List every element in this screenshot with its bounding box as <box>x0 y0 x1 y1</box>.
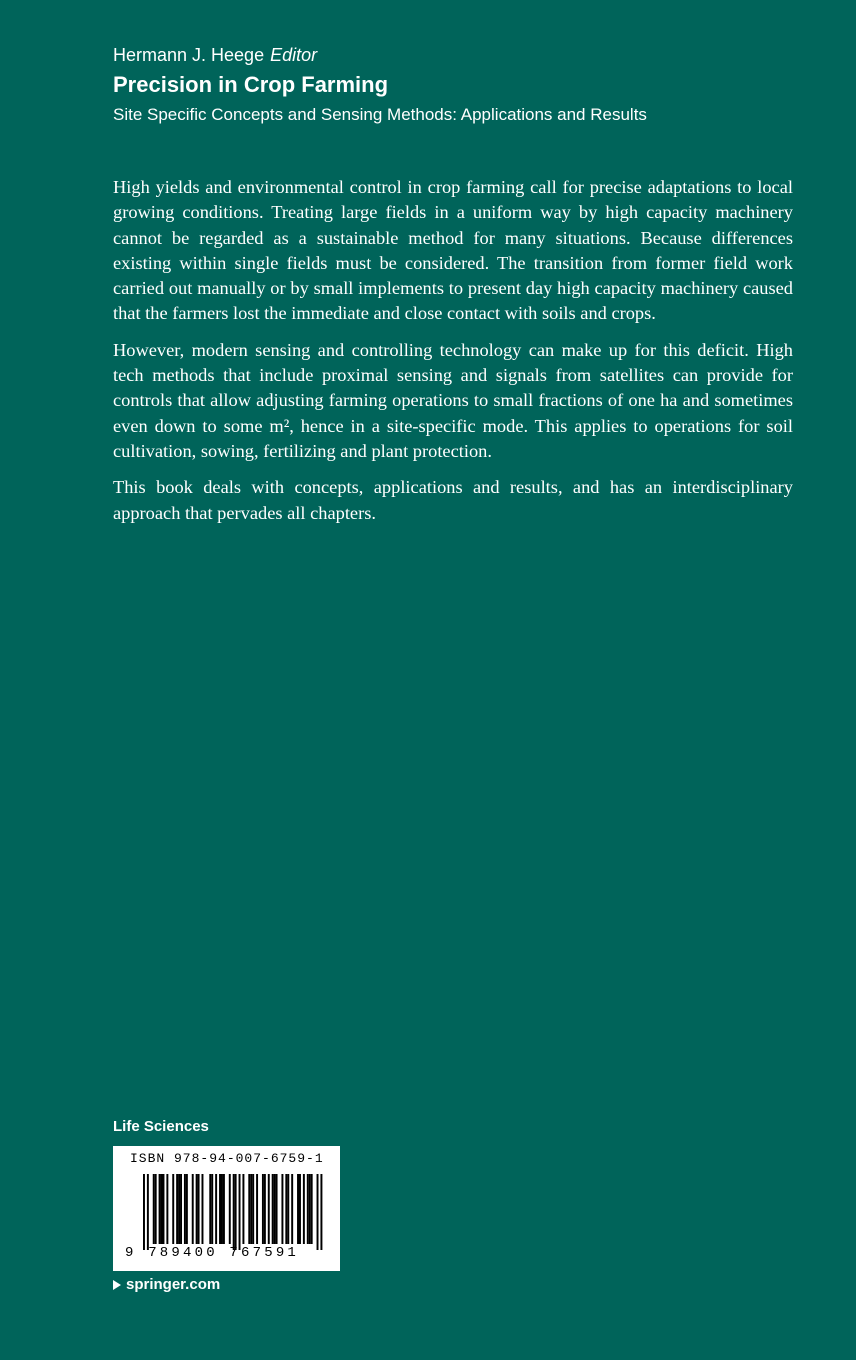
barcode-bar <box>196 1174 198 1244</box>
publisher-link[interactable] <box>113 1276 220 1293</box>
barcode-bar <box>209 1174 211 1244</box>
blurb-paragraph: This book deals with concepts, applications and results, and has an interdisciplinary approach that pervades all chapters. <box>113 477 793 523</box>
book-subtitle: Site Specific Concepts and Sensing Methods: Applications and Results <box>113 105 647 124</box>
publisher-label: springer.com <box>126 1276 221 1293</box>
barcode-bar <box>166 1174 168 1244</box>
blurb-paragraph: However, modern sensing and controlling technology can make up for this deficit. High tech methods that include proximal sensing and signals from satellites can provide for controls that allow adjusting farming operations to small fractions of one ha and sometimes even down to some m², hence in a site-specific mode. This applies to operations for soil cultivation, sowing, fertilizing and plant protection. <box>113 339 793 461</box>
barcode-bar <box>299 1174 301 1244</box>
isbn-barcode <box>113 1146 340 1271</box>
barcode-bar <box>262 1174 264 1244</box>
barcode-digits: 9 789400 767591 <box>125 1245 300 1261</box>
barcode-bar <box>215 1174 217 1244</box>
barcode-bar <box>223 1174 225 1244</box>
barcode-bar <box>198 1174 200 1244</box>
cover-header <box>113 42 813 128</box>
barcode-bar <box>268 1174 270 1244</box>
barcode-bar <box>239 1174 241 1250</box>
arrow-right-icon <box>113 1280 121 1290</box>
barcode-bar <box>281 1174 283 1244</box>
blurb <box>113 175 793 537</box>
barcode-bar <box>178 1174 180 1244</box>
barcode-bar <box>311 1174 313 1244</box>
barcode-bar <box>153 1174 155 1244</box>
barcode-bar <box>250 1174 252 1244</box>
barcode-bar <box>176 1174 178 1244</box>
subject-category: Life Sciences <box>113 1118 209 1135</box>
barcode-bar <box>211 1174 213 1244</box>
barcode-bar <box>274 1174 276 1244</box>
barcode-bar <box>161 1174 163 1244</box>
barcode-bar <box>287 1174 289 1244</box>
barcode-bar <box>159 1174 161 1244</box>
barcode-bar <box>184 1174 186 1244</box>
barcode-bar <box>256 1174 258 1244</box>
barcode-bar <box>180 1174 182 1244</box>
barcode-bar <box>303 1174 305 1244</box>
book-title: Precision in Crop Farming <box>113 72 389 97</box>
barcode-bar <box>147 1174 149 1250</box>
barcode-bar <box>252 1174 254 1244</box>
barcode-bar <box>242 1174 244 1244</box>
barcode-bar <box>264 1174 266 1244</box>
barcode-bar <box>229 1174 231 1244</box>
barcode-bar <box>320 1174 322 1250</box>
barcode-bar <box>307 1174 309 1244</box>
barcode-bar <box>276 1174 278 1244</box>
isbn-label: ISBN 978-94-007-6759-1 <box>130 1151 324 1166</box>
barcode-bar <box>186 1174 188 1244</box>
barcode-bar <box>248 1174 250 1244</box>
barcode-bar <box>235 1174 237 1250</box>
barcode-bar <box>143 1174 145 1250</box>
barcode-bar <box>285 1174 287 1244</box>
barcode-bar <box>272 1174 274 1244</box>
barcode-bar <box>317 1174 319 1250</box>
barcode-bar <box>163 1174 165 1244</box>
barcode-bar <box>309 1174 311 1244</box>
editor-role: Editor <box>270 45 318 65</box>
barcode-bar <box>202 1174 204 1244</box>
editor-line <box>113 42 813 68</box>
barcode-bar <box>155 1174 157 1244</box>
barcode-bar <box>219 1174 221 1244</box>
barcode-bar <box>221 1174 223 1244</box>
blurb-paragraph: High yields and environmental control in crop farming call for precise adaptations to local growing conditions. Treating large fields in a uniform way by high capacity machinery cannot be regarded as a sustainable method for many situations. Because differences existing within single fields must be considered. The transition from former field work carried out manually or by small implements to present day high capacity machinery caused that the farmers lost the immediate and close contact with soils and crops. <box>113 177 793 324</box>
barcode-bar <box>233 1174 235 1250</box>
barcode-bar <box>172 1174 174 1244</box>
barcode-bar <box>291 1174 293 1244</box>
barcode-bar <box>297 1174 299 1244</box>
barcode-bar <box>192 1174 194 1244</box>
editor-name: Hermann J. Heege <box>113 45 265 65</box>
